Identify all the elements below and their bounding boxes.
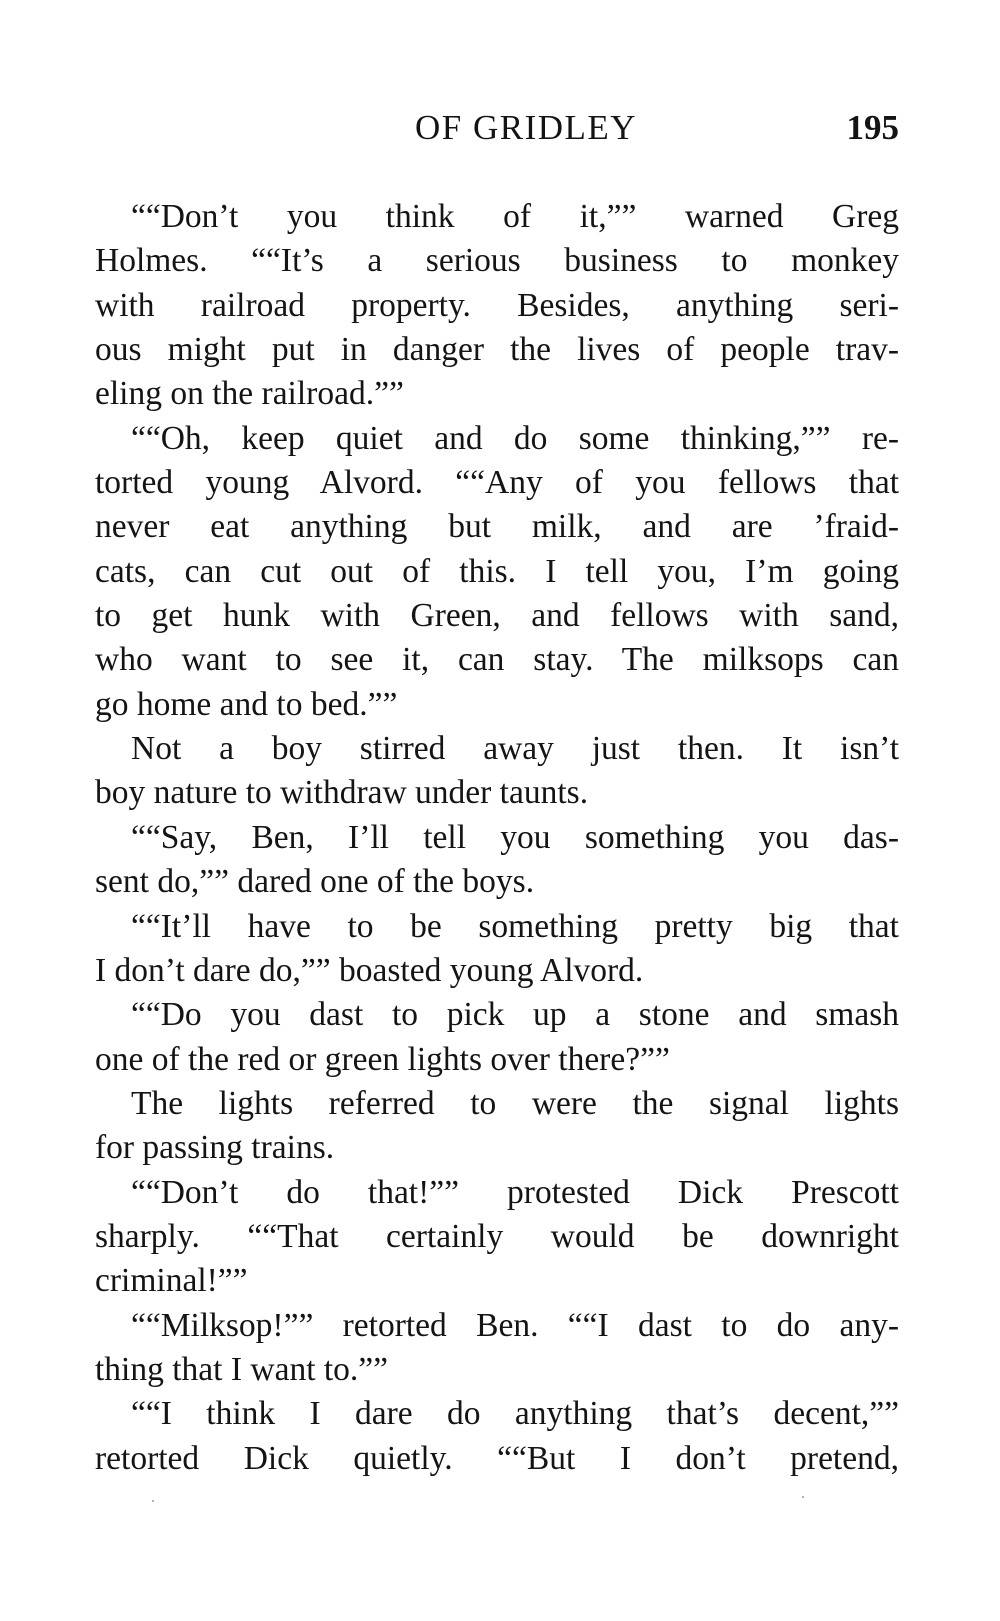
text-line: ““I think I dare do anything that’s decent,”” xyxy=(131,1395,899,1433)
text-line: cats, can cut out of this. I tell you, I’m going xyxy=(95,552,899,590)
text-line: ““Do you dast to pick up a stone and smash xyxy=(131,996,899,1034)
text-line: ous might put in danger the lives of people trav- xyxy=(95,331,899,369)
text-line: go home and to bed.”” xyxy=(95,685,398,723)
text-line: ““Don’t you think of it,”” warned Greg xyxy=(131,198,899,235)
text-line: thing that I want to.”” xyxy=(95,1350,389,1388)
text-line: sharply. ““That certainly would be downright xyxy=(95,1217,899,1255)
page-number: 195 xyxy=(846,108,899,147)
text-line: ““Oh, keep quiet and do some thinking,”” re- xyxy=(131,419,899,457)
running-head xyxy=(95,104,899,152)
text-line: with railroad property. Besides, anything seri- xyxy=(95,286,899,324)
text-line: eling on the railroad.”” xyxy=(95,375,404,413)
paper-speck xyxy=(152,1500,154,1502)
text-line: ““Don’t do that!”” protested Dick Prescott xyxy=(131,1173,899,1211)
paper-speck xyxy=(802,1496,804,1498)
text-line: for passing trains. xyxy=(95,1129,335,1167)
text-line: who want to see it, can stay. The milksops can xyxy=(95,641,899,679)
text-line: retorted Dick quietly. ““But I don’t pretend, xyxy=(95,1439,899,1477)
text-line: one of the red or green lights over there?”” xyxy=(95,1040,670,1078)
running-title: OF GRIDLEY xyxy=(414,108,638,147)
text-line: Not a boy stirred away just then. It isn’t xyxy=(131,730,899,768)
text-line: boy nature to withdraw under taunts. xyxy=(95,774,589,812)
text-line: ““It’ll have to be something pretty big that xyxy=(131,907,899,945)
text-line: I don’t dare do,”” boasted young Alvord. xyxy=(95,951,644,989)
text-line: The lights referred to were the signal lights xyxy=(131,1084,899,1122)
body-text xyxy=(95,195,899,1481)
text-line: sent do,”” dared one of the boys. xyxy=(95,863,535,901)
text-line: never eat anything but milk, and are ’fraid- xyxy=(95,508,899,546)
text-line: ““Milksop!”” retorted Ben. ““I dast to do any- xyxy=(131,1306,899,1344)
text-line: to get hunk with Green, and fellows with sand, xyxy=(95,597,899,635)
text-line: Holmes. ““It’s a serious business to monkey xyxy=(95,242,899,280)
text-line: criminal!”” xyxy=(95,1262,248,1300)
text-line: ““Say, Ben, I’ll tell you something you das- xyxy=(131,818,899,856)
text-line: torted young Alvord. ““Any of you fellows that xyxy=(95,464,899,502)
